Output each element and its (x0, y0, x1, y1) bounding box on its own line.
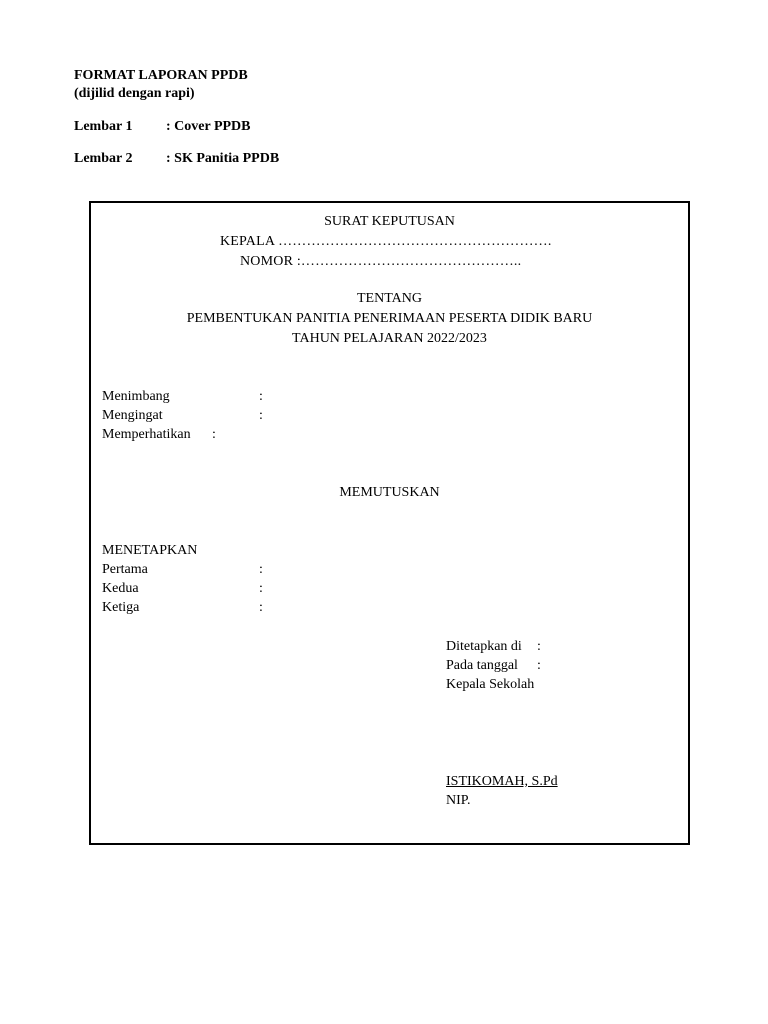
subject-line-1: PEMBENTUKAN PANITIA PENERIMAAN PESERTA DIDIK BARU (186, 311, 593, 326)
lembar-2-label: Lembar 2 (74, 151, 133, 166)
kedua-colon: : (259, 581, 263, 596)
menimbang-label: Menimbang (102, 389, 170, 404)
pertama-label: Pertama (102, 562, 148, 577)
kedua-label: Kedua (102, 581, 139, 596)
ketiga-label: Ketiga (102, 600, 140, 615)
ketiga-colon: : (259, 600, 263, 615)
document-subtitle: (dijilid dengan rapi) (74, 86, 195, 101)
mengingat-label: Mengingat (102, 408, 163, 423)
sk-document-frame (89, 201, 690, 845)
subject-line-2: TAHUN PELAJARAN 2022/2023 (292, 331, 487, 346)
memperhatikan-label: Memperhatikan (102, 427, 191, 442)
signatory-name: ISTIKOMAH, S.Pd (446, 774, 558, 789)
memutuskan-heading: MEMUTUSKAN (339, 485, 440, 500)
signatory-nip: NIP. (446, 793, 471, 808)
kepala-sekolah-label: Kepala Sekolah (446, 677, 535, 692)
menimbang-colon: : (259, 389, 263, 404)
pertama-colon: : (259, 562, 263, 577)
tanggal-label: Pada tanggal (446, 658, 518, 673)
lembar-1-value: : Cover PPDB (166, 119, 251, 134)
memperhatikan-colon: : (212, 427, 216, 442)
lembar-2-value: : SK Panitia PPDB (166, 151, 280, 166)
document-title: FORMAT LAPORAN PPDB (74, 68, 248, 83)
ditetapkan-label: Ditetapkan di (446, 639, 522, 654)
sk-title: SURAT KEPUTUSAN (324, 214, 455, 229)
lembar-1-label: Lembar 1 (74, 119, 133, 134)
menetapkan-label: MENETAPKAN (102, 543, 198, 558)
tanggal-colon: : (537, 658, 541, 673)
mengingat-colon: : (259, 408, 263, 423)
nomor-line: NOMOR :……………………………………….. (240, 254, 522, 269)
kepala-line: KEPALA …………………………………………………. (220, 234, 552, 249)
ditetapkan-colon: : (537, 639, 541, 654)
tentang-heading: TENTANG (357, 291, 422, 306)
